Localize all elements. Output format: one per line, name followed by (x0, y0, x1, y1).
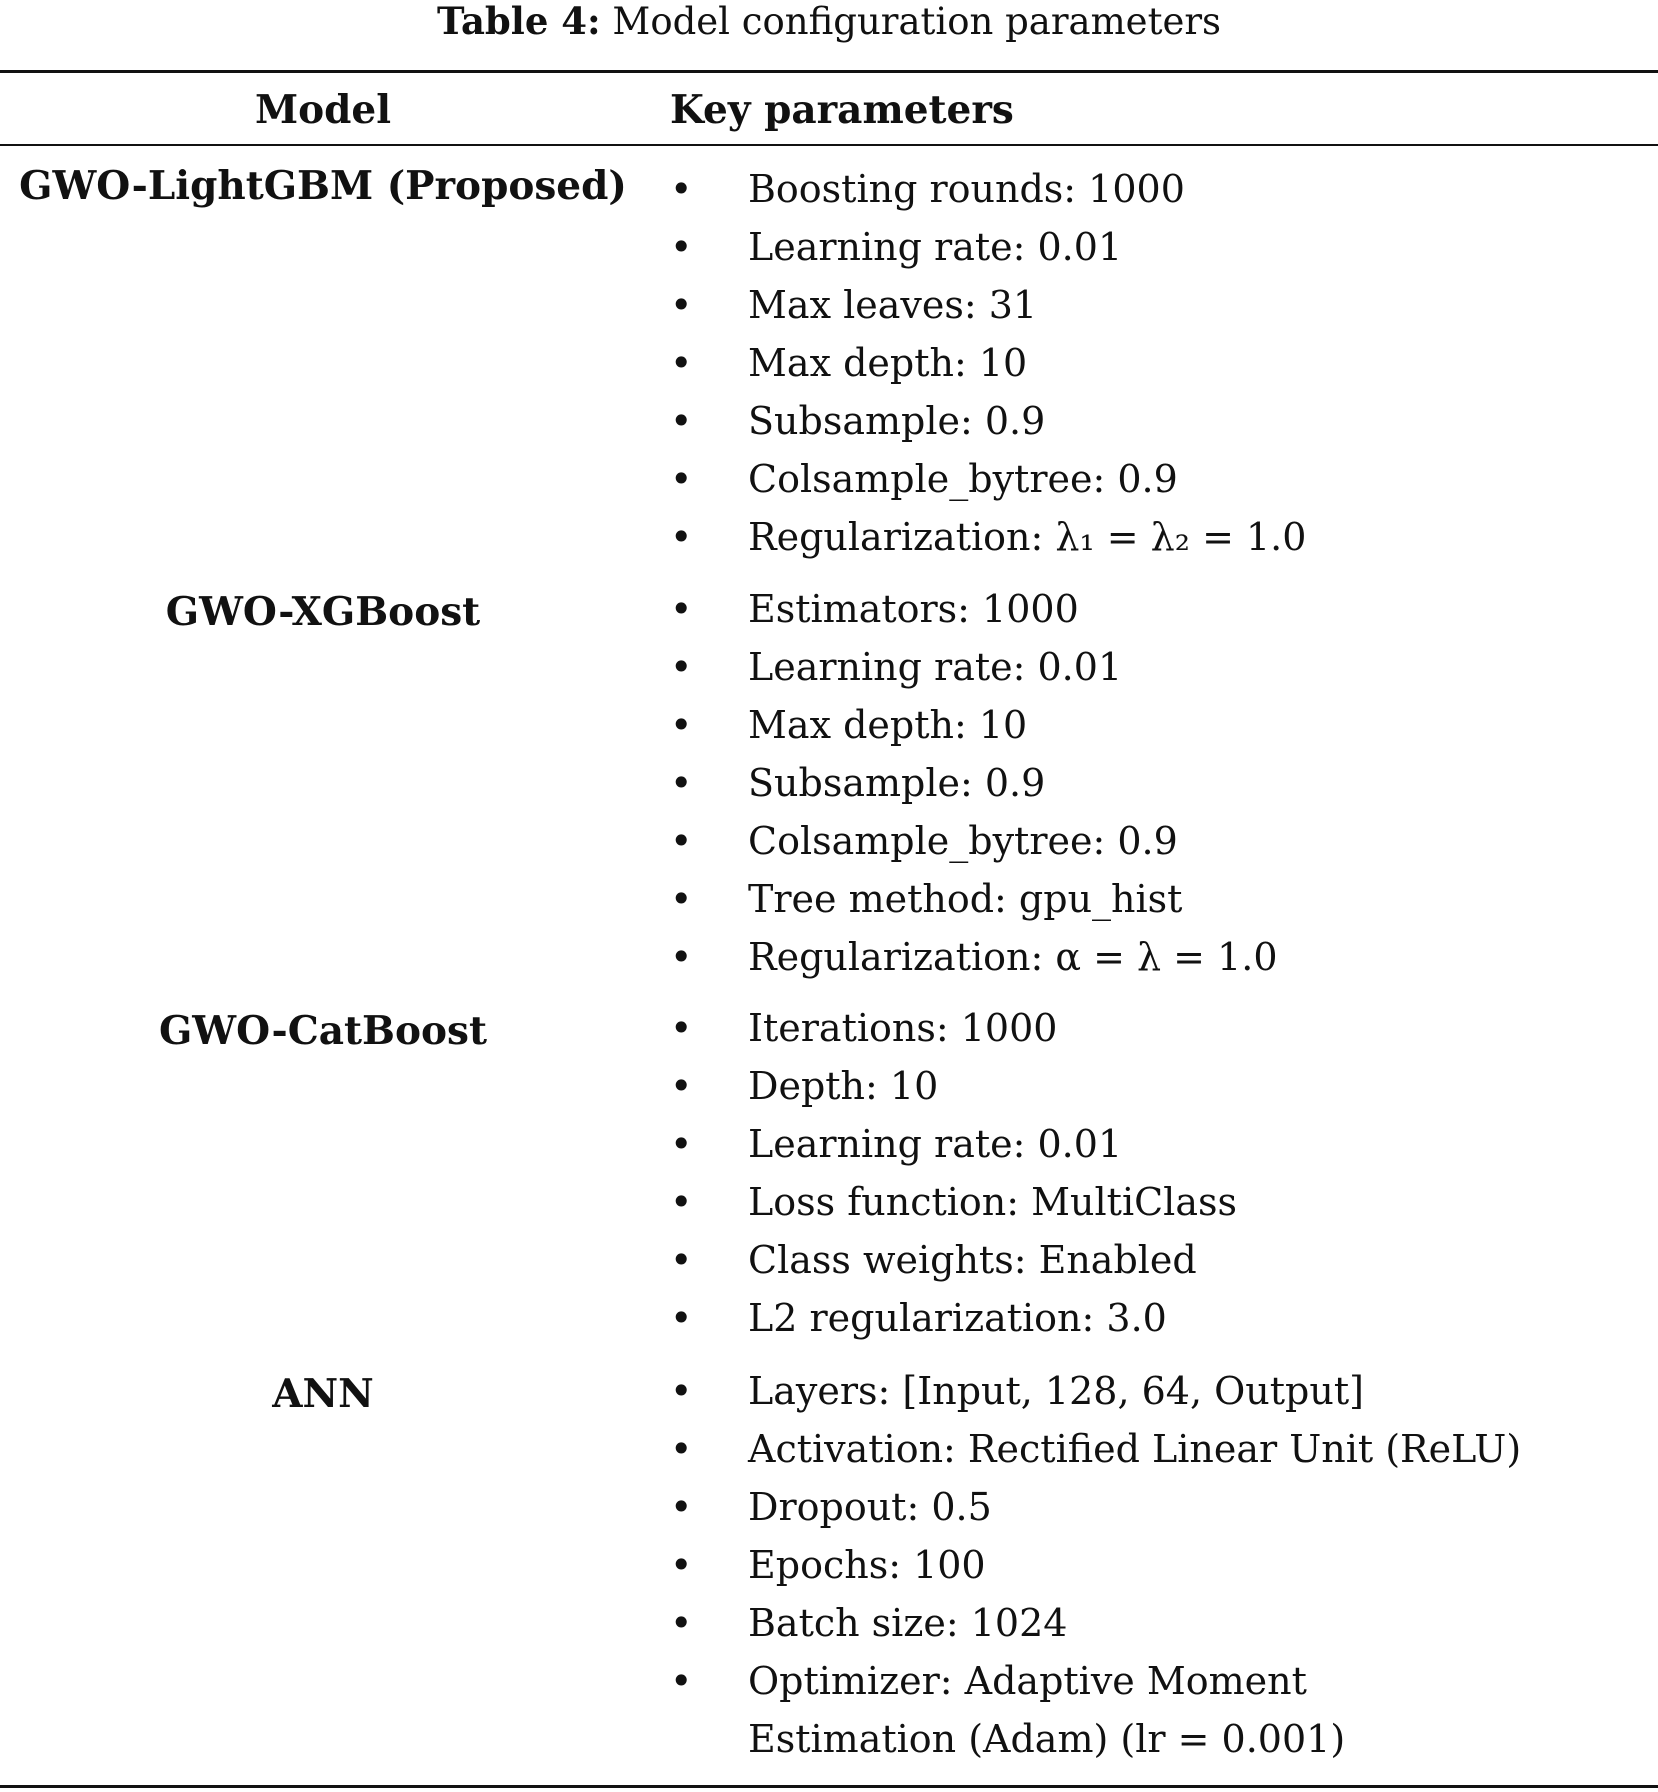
table-caption-text: Model configuration parameters (600, 0, 1222, 43)
model-name-gwo-lightgbm: GWO-LightGBM (Proposed) (19, 163, 627, 209)
param-text: L2 regularization: 3.0 (748, 1296, 1167, 1340)
param-list-ann (670, 1362, 1650, 1768)
list-item (670, 1289, 1650, 1347)
param-text: Iterations: 1000 (748, 1006, 1058, 1050)
bullet-icon: • (670, 1064, 693, 1108)
param-list-gwo-xgboost (670, 580, 1650, 986)
bullet-icon: • (670, 457, 693, 501)
list-item (670, 1173, 1650, 1231)
list-item (670, 1536, 1650, 1594)
param-text: Optimizer: Adaptive Moment Estimation (Adam) (lr = 0.001) (748, 1659, 1346, 1761)
bullet-icon: • (670, 1006, 693, 1050)
list-item (670, 508, 1650, 566)
list-item (670, 1594, 1650, 1652)
param-text: Regularization: α = λ = 1.0 (748, 935, 1278, 979)
param-text: Activation: Rectified Linear Unit (ReLU) (748, 1427, 1522, 1471)
param-text: Estimators: 1000 (748, 587, 1079, 631)
param-text: Dropout: 0.5 (748, 1485, 992, 1529)
param-text: Loss function: MultiClass (748, 1180, 1237, 1224)
param-text: Subsample: 0.9 (748, 399, 1046, 443)
bullet-icon: • (670, 1659, 693, 1703)
param-text: Learning rate: 0.01 (748, 645, 1123, 689)
bullet-icon: • (670, 645, 693, 689)
list-item (670, 999, 1650, 1057)
bullet-icon: • (670, 1543, 693, 1587)
list-item (670, 870, 1650, 928)
param-text: Learning rate: 0.01 (748, 225, 1123, 269)
param-text: Learning rate: 0.01 (748, 1122, 1123, 1166)
bullet-icon: • (670, 225, 693, 269)
bullet-icon: • (670, 1296, 693, 1340)
param-text: Max leaves: 31 (748, 283, 1038, 327)
param-text: Colsample_bytree: 0.9 (748, 457, 1178, 501)
bullet-icon: • (670, 819, 693, 863)
param-text: Boosting rounds: 1000 (748, 167, 1185, 211)
list-item (670, 334, 1650, 392)
list-item (670, 1478, 1650, 1536)
table-top-rule (0, 70, 1658, 73)
list-item (670, 812, 1650, 870)
list-item (670, 1231, 1650, 1289)
bullet-icon: • (670, 515, 693, 559)
bullet-icon: • (670, 587, 693, 631)
model-name-gwo-xgboost: GWO-XGBoost (165, 589, 481, 635)
list-item (670, 696, 1650, 754)
table-bottom-rule (0, 1785, 1658, 1788)
list-item (670, 1115, 1650, 1173)
param-text: Layers: [Input, 128, 64, Output] (748, 1369, 1364, 1413)
header-model: Model (254, 87, 392, 133)
list-item (670, 218, 1650, 276)
param-text: Class weights: Enabled (748, 1238, 1197, 1282)
param-text: Colsample_bytree: 0.9 (748, 819, 1178, 863)
table-caption (0, 0, 1658, 43)
model-name-ann: ANN (272, 1371, 374, 1417)
param-list-gwo-lightgbm (670, 160, 1650, 566)
param-text: Subsample: 0.9 (748, 761, 1046, 805)
list-item (670, 580, 1650, 638)
bullet-icon: • (670, 399, 693, 443)
bullet-icon: • (670, 341, 693, 385)
list-item (670, 160, 1650, 218)
bullet-icon: • (670, 1601, 693, 1645)
param-list-gwo-catboost (670, 999, 1650, 1347)
list-item (670, 928, 1650, 986)
table-header-rule (0, 144, 1658, 146)
param-text: Max depth: 10 (748, 341, 1028, 385)
param-text: Max depth: 10 (748, 703, 1028, 747)
list-item (670, 1420, 1650, 1478)
bullet-icon: • (670, 283, 693, 327)
param-text: Tree method: gpu_hist (748, 877, 1183, 921)
bullet-icon: • (670, 167, 693, 211)
bullet-icon: • (670, 1180, 693, 1224)
header-key-parameters: Key parameters (670, 87, 1014, 133)
list-item (670, 638, 1650, 696)
bullet-icon: • (670, 761, 693, 805)
list-item (670, 1057, 1650, 1115)
bullet-icon: • (670, 1485, 693, 1529)
bullet-icon: • (670, 703, 693, 747)
list-item (670, 450, 1650, 508)
bullet-icon: • (670, 1427, 693, 1471)
model-name-gwo-catboost: GWO-CatBoost (159, 1008, 487, 1054)
list-item (670, 1652, 1368, 1768)
list-item (670, 754, 1650, 812)
bullet-icon: • (670, 877, 693, 921)
param-text: Depth: 10 (748, 1064, 939, 1108)
param-text: Batch size: 1024 (748, 1601, 1068, 1645)
table-caption-label: Table 4: (436, 0, 601, 43)
list-item (670, 276, 1650, 334)
bullet-icon: • (670, 1122, 693, 1166)
bullet-icon: • (670, 1238, 693, 1282)
param-text: Epochs: 100 (748, 1543, 986, 1587)
list-item (670, 392, 1650, 450)
list-item (670, 1362, 1650, 1420)
param-text: Regularization: λ₁ = λ₂ = 1.0 (748, 515, 1307, 559)
bullet-icon: • (670, 935, 693, 979)
bullet-icon: • (670, 1369, 693, 1413)
